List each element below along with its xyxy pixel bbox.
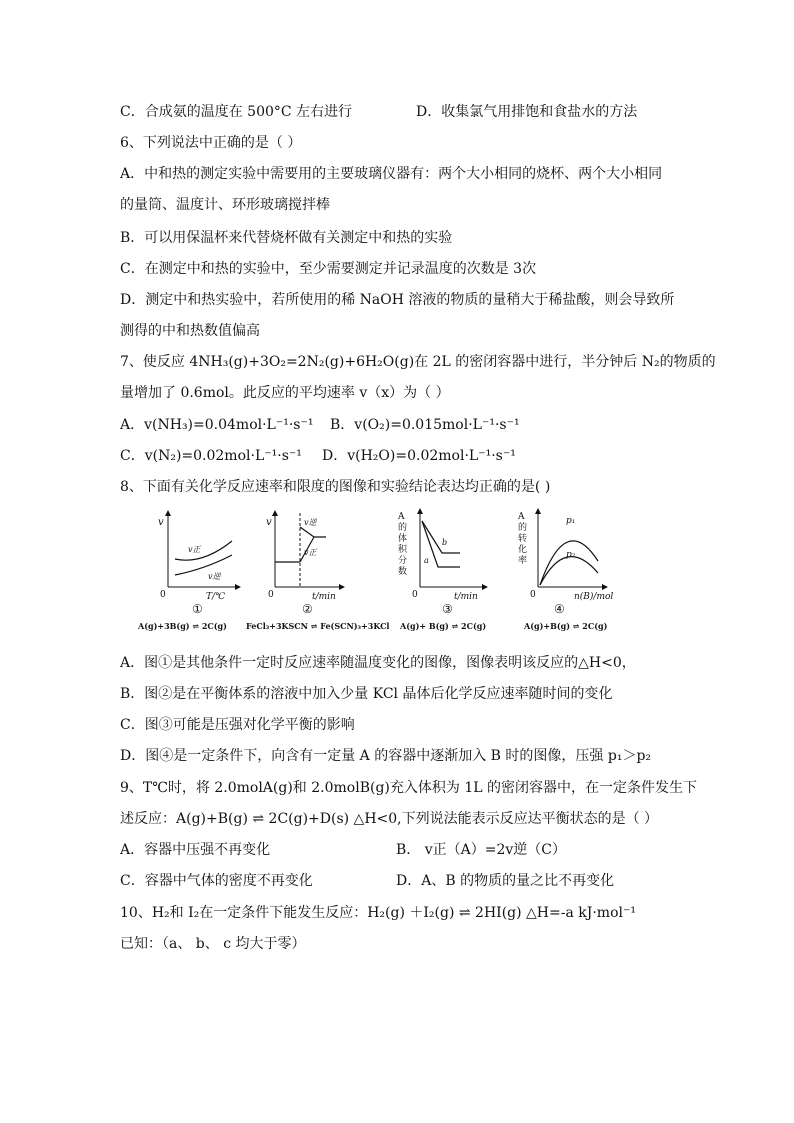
- f2-zheng-label: v正: [304, 548, 317, 557]
- question-8: 8、下面有关化学反应速率和限度的图像和实验结论表达均正确的是( ): [120, 479, 551, 495]
- f4-equation: A(g)+B(g) ⇌ 2C(g): [524, 621, 608, 631]
- q6-option-c: C．在测定中和热的实验中，至少需要测定并记录温度的次数是 3次: [120, 261, 537, 277]
- f1-curve-zheng: [175, 541, 232, 560]
- f1-origin: 0: [160, 590, 166, 600]
- f4-p2-label: p₂: [566, 550, 576, 560]
- q7-option-c: C．v(N₂)=0.02mol·L⁻¹·s⁻¹: [120, 448, 302, 464]
- q9-option-d: D．A、B 的物质的量之比不再变化: [396, 873, 615, 889]
- f4-curve-p2: [540, 557, 598, 585]
- f1-curve-ni: [175, 555, 232, 575]
- f3-y-label-2: 的: [398, 523, 408, 533]
- q7-option-d: D．v(H₂O)=0.02mol·L⁻¹·s⁻¹: [322, 448, 516, 464]
- f4-y-label-3: 转: [518, 534, 528, 544]
- f1-equation: A(g)+3B(g) ⇌ 2C(g): [138, 621, 227, 631]
- q6-option-a-line2: 的量筒、温度计、环形玻璃搅拌棒: [120, 197, 330, 213]
- question-10: 10、H₂和 I₂在一定条件下能发生反应：H₂(g) ＋I₂(g) ⇌ 2HI(g) △H=-a kJ·mol⁻¹: [120, 905, 636, 921]
- f2-number: ②: [302, 602, 313, 616]
- question-10-given: 已知：（a、 b、 c 均大于零）: [120, 936, 306, 952]
- f2-x-label: t/min: [312, 592, 336, 602]
- q9-option-a: A．容器中压强不再变化: [120, 842, 271, 858]
- option-d-line: D．收集氯气用排饱和食盐水的方法: [416, 104, 638, 120]
- option-c-line: C．合成氨的温度在 500°C 左右进行: [120, 104, 353, 120]
- q8-option-c: C．图③可能是压强对化学平衡的影响: [120, 717, 355, 733]
- question-9-line1: 9、T℃时，将 2.0molA(g)和 2.0molB(g)充入体积为 1L 的密闭容器中，在一定条件发生下: [120, 780, 697, 796]
- figure-3: [397, 511, 486, 631]
- f1-number: ①: [192, 602, 203, 616]
- q6-option-a-line1: A．中和热的测定实验中需要用的主要玻璃仪器有：两个大小相同的烧杯、两个大小相同: [120, 166, 663, 182]
- f2-equation: FeCl₃+3KSCN ⇌ Fe(SCN)₃+3KCl: [246, 621, 390, 631]
- f3-y-label-6: 数: [398, 567, 408, 577]
- q9-option-b: B． v正（A）=2v逆（C）: [396, 842, 567, 858]
- q9-option-c: C．容器中气体的密度不再变化: [120, 873, 313, 889]
- f3-origin: 0: [412, 590, 418, 600]
- f3-y-label-3: 体: [398, 534, 408, 544]
- f3-equation: A(g)+ B(g) ⇌ 2C(g): [400, 621, 487, 631]
- q6-option-d-line2: 测得的中和热数值偏高: [120, 323, 260, 339]
- f2-ni-label: v逆: [304, 518, 317, 527]
- q7-option-b: B．v(O₂)=0.015mol·L⁻¹·s⁻¹: [330, 417, 520, 433]
- f1-zheng-label: v正: [188, 545, 201, 554]
- question-6: 6、下列说法中正确的是（ ）: [120, 135, 302, 151]
- f4-curve-p1: [540, 541, 598, 585]
- question-9-line2: 述反应：A(g)+B(g) ⇌ 2C(g)+D(s) △H<0,下列说法能表示反应达平衡状态的是（ ）: [120, 811, 659, 827]
- q6-option-d-line1: D．测定中和热实验中，若所使用的稀 NaOH 溶液的物质的量稍大于稀盐酸，则会导致所: [120, 292, 675, 308]
- f4-x-label: n(B)/mol: [574, 592, 614, 602]
- q8-option-d: D．图④是一定条件下，向含有一定量 A 的容器中逐渐加入 B 时的图像，压强 p₁＞p₂: [120, 748, 652, 764]
- f4-y-label-1: A: [518, 512, 525, 522]
- question-7-line1: 7、使反应 4NH₃(g)+3O₂=2N₂(g)+6H₂O(g)在 2L 的密闭容器中进行，半分钟后 N₂的物质的: [120, 354, 716, 370]
- q7-option-a: A．v(NH₃)=0.04mol·L⁻¹·s⁻¹: [120, 417, 314, 433]
- f3-a-label: a: [424, 556, 429, 565]
- f2-origin: 0: [268, 590, 274, 600]
- f2-ni-line: [300, 527, 326, 537]
- f1-ni-label: v逆: [208, 572, 221, 581]
- question-7-line2: 量增加了 0.6mol。此反应的平均速率 v（x）为（ ）: [120, 385, 450, 401]
- f4-y-label-4: 化: [518, 545, 528, 555]
- f4-number: ④: [554, 602, 565, 616]
- f3-y-label-4: 积: [398, 545, 408, 555]
- f3-x-label: t/min: [454, 592, 478, 602]
- f1-y-label: v: [158, 517, 164, 528]
- f3-y-label-1: A: [398, 512, 405, 522]
- q8-option-a: A．图①是其他条件一定时反应速率随温度变化的图像，图像表明该反应的△H<0，: [120, 655, 636, 671]
- q6-option-b: B．可以用保温杯来代替烧杯做有关测定中和热的实验: [120, 230, 453, 246]
- f4-p1-label: p₁: [566, 516, 576, 526]
- q8-figures: [130, 505, 630, 635]
- figure-4: [517, 511, 613, 631]
- f4-origin: 0: [530, 590, 536, 600]
- f3-y-label-5: 分: [398, 556, 408, 566]
- f3-number: ③: [442, 602, 453, 616]
- figure-group: [130, 505, 630, 635]
- f4-y-label-2: 的: [518, 523, 528, 533]
- figure-2: [246, 513, 389, 631]
- f2-y-label: v: [266, 517, 272, 528]
- figure-1: [137, 513, 238, 631]
- q8-option-b: B．图②是在平衡体系的溶液中加入少量 KCl 晶体后化学反应速率随时间的变化: [120, 686, 613, 702]
- f3-b-label: b: [442, 538, 448, 547]
- f1-x-label: T/℃: [206, 592, 226, 602]
- f4-y-label-5: 率: [518, 556, 528, 566]
